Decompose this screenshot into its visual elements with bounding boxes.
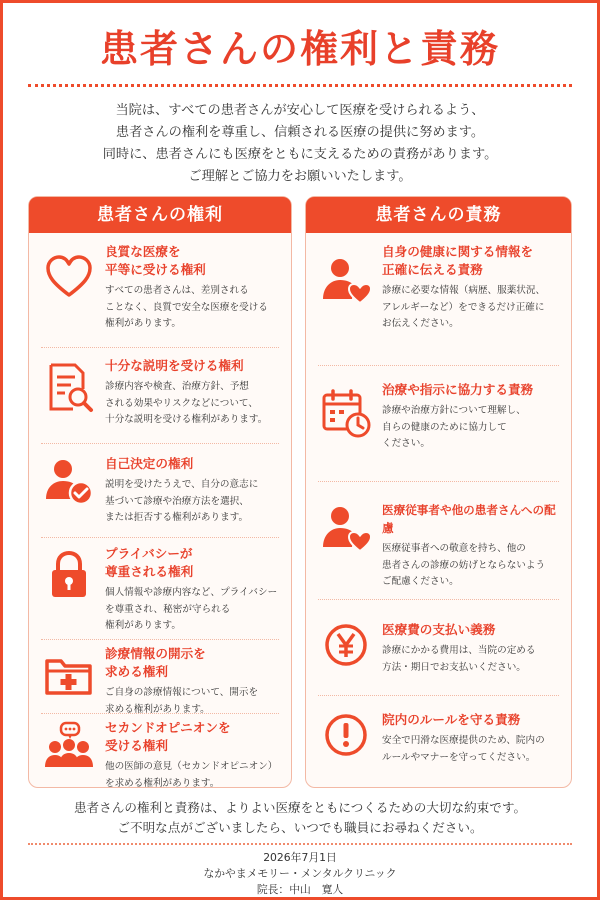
item-title: 良質な医療を xyxy=(105,244,181,259)
item-desc: 権利があります。 xyxy=(105,318,181,329)
item-desc: 個人情報や診療内容など、プライバシー xyxy=(105,587,278,598)
heart-icon xyxy=(43,251,95,303)
item-title: 診療情報の開示を xyxy=(105,646,206,661)
footer xyxy=(0,850,600,898)
item-desc: ください。 xyxy=(382,438,430,449)
item-desc: 方法・期日でお支払いください。 xyxy=(382,661,526,673)
item-desc: 権利があります。 xyxy=(105,620,181,631)
item-divider xyxy=(41,537,279,538)
item-desc: 説明を受けたうえで、自分の意志に xyxy=(105,479,259,490)
footer-date: 2026年7月1日 xyxy=(263,851,337,864)
item-desc: ご自身の診療情報について、開示を xyxy=(105,687,259,698)
item-desc: ことなく、良質で安全な医療を受ける xyxy=(105,301,268,313)
item-title: 尊重される権利 xyxy=(105,564,194,579)
closing-line: 患者さんの権利と責務は、よりよい医療をともにつくるための大切な約束です。 xyxy=(73,800,527,815)
item-desc: 患者さんの診療の妨げとならないよう xyxy=(382,559,546,571)
item-title: セカンドオピニオンを xyxy=(105,720,231,735)
item-desc: を尊重され、秘密が守られる xyxy=(105,603,231,615)
item-title: プライバシーが xyxy=(105,546,193,561)
footer-director: 院長：中山 寛人 xyxy=(256,883,344,896)
rights-heading: 患者さんの権利 xyxy=(29,197,291,233)
lock-icon xyxy=(43,549,95,601)
item-desc: 診療内容や検査、治療方針、予想 xyxy=(105,381,249,392)
footer-clinic: なかやまメモリー・メンタルクリニック xyxy=(203,867,397,880)
item-desc: または拒否する権利があります。 xyxy=(105,512,249,523)
exclamation-icon xyxy=(320,711,372,763)
item-desc: お伝えください。 xyxy=(382,318,459,329)
item-divider xyxy=(318,599,559,600)
people-chat-icon xyxy=(43,721,95,773)
item-divider xyxy=(41,347,279,348)
rights-panel xyxy=(28,196,292,788)
intro-line: 当院は、すべての患者さんが安心して医療を受けられるよう、 xyxy=(115,103,485,118)
item-desc: を求める権利があります。 xyxy=(105,777,220,789)
person-heart-icon xyxy=(320,255,372,307)
item-divider xyxy=(41,639,279,640)
item-title: 正確に伝える責務 xyxy=(382,262,483,277)
item-title: 自己決定の権利 xyxy=(105,456,194,471)
page-title: 患者さんの権利と責務 xyxy=(99,27,500,71)
item-title: 受ける権利 xyxy=(105,738,168,753)
person-check-icon xyxy=(43,455,95,507)
item-divider xyxy=(41,443,279,444)
item-title: 治療や指示に協力する責務 xyxy=(382,382,534,397)
item-title: 医療費の支払い義務 xyxy=(382,622,496,637)
document-search-icon xyxy=(43,361,95,413)
medical-folder-icon xyxy=(43,649,95,701)
calendar-clock-icon xyxy=(320,387,372,439)
item-desc: ルールやマナーを守ってください。 xyxy=(382,751,536,763)
footer-divider xyxy=(28,843,572,845)
item-desc: 診療にかかる費用は、当院の定める xyxy=(382,645,536,656)
item-desc: 診療に必要な情報（病歴、服薬状況、 xyxy=(382,285,546,296)
item-desc: される効果やリスクなどについて、 xyxy=(105,397,258,409)
item-title: 医療従事者や他の患者さんへの配慮 xyxy=(382,503,556,535)
item-desc: 他の医師の意見（セカンドオピニオン） xyxy=(105,761,278,772)
title-divider xyxy=(28,84,572,87)
item-title: 求める権利 xyxy=(105,664,168,679)
closing-text xyxy=(0,798,600,838)
item-desc: 基づいて診療や治療方法を選択、 xyxy=(105,495,249,507)
item-desc: 医療従事者への敬意を持ち、他の xyxy=(382,543,526,554)
intro-line: 同時に、患者さんにも医療をともに支えるための責務があります。 xyxy=(102,147,498,162)
item-divider xyxy=(318,365,559,366)
item-divider xyxy=(41,713,279,714)
item-title: 自身の健康に関する情報を xyxy=(382,244,534,259)
duties-heading: 患者さんの責務 xyxy=(306,197,571,233)
item-desc: 自らの健康のために協力して xyxy=(382,421,507,433)
item-divider xyxy=(318,695,559,696)
person-heart-icon xyxy=(320,503,372,555)
item-desc: ご配慮ください。 xyxy=(382,576,459,587)
item-desc: 安全で円滑な医療提供のため、院内の xyxy=(382,735,545,746)
item-divider xyxy=(318,481,559,482)
item-title: 平等に受ける権利 xyxy=(105,262,206,277)
item-desc: 十分な説明を受ける権利があります。 xyxy=(105,414,268,425)
item-title: 十分な説明を受ける権利 xyxy=(105,358,244,373)
item-title: 院内のルールを守る責務 xyxy=(382,712,521,727)
duties-panel xyxy=(305,196,572,788)
item-desc: 求める権利があります。 xyxy=(105,703,210,715)
yen-icon xyxy=(320,621,372,673)
intro-line: 患者さんの権利を尊重し、信頼される医療の提供に努めます。 xyxy=(115,125,485,140)
closing-line: ご不明な点がございましたら、いつでも職員にお尋ねください。 xyxy=(117,820,483,835)
item-desc: 診療や治療方針について理解し、 xyxy=(382,405,526,416)
intro-line: ご理解とご協力をお願いいたします。 xyxy=(188,169,412,184)
intro-text xyxy=(0,100,600,188)
item-desc: すべての患者さんは、差別される xyxy=(105,285,249,296)
item-desc: アレルギーなど）をできるだけ正確に xyxy=(382,301,545,313)
